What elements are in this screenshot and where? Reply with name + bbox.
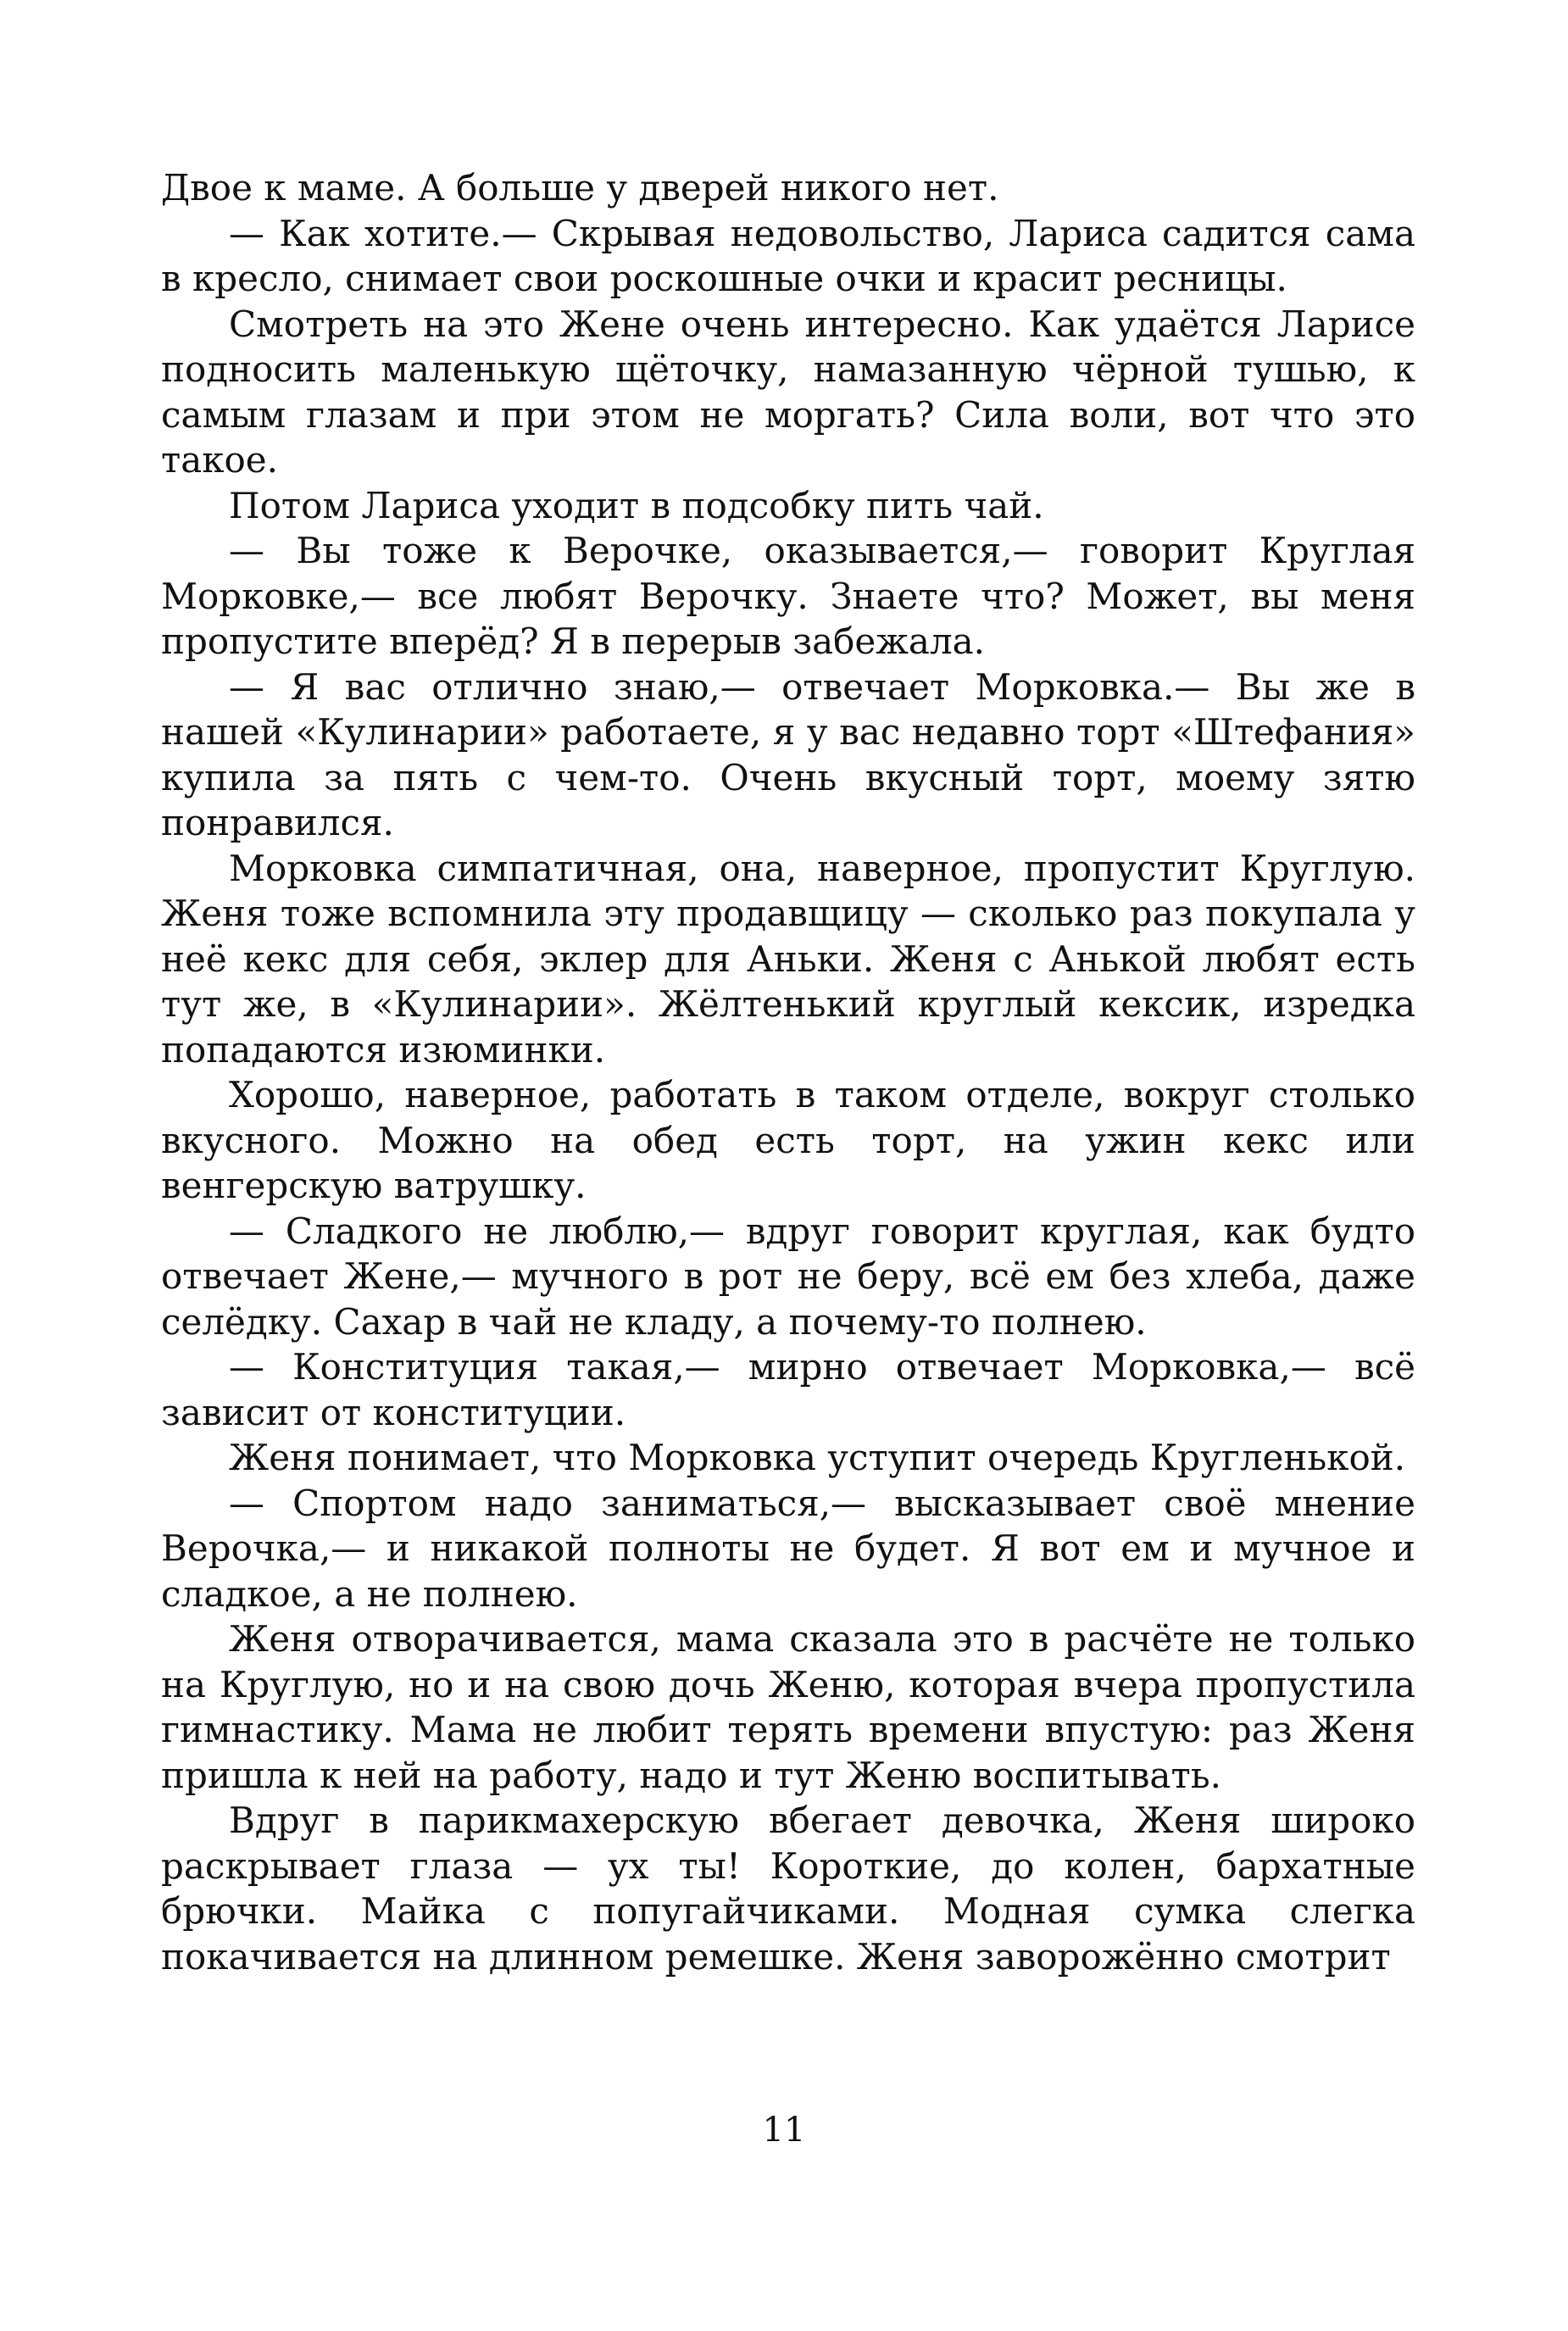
paragraph: Женя понимает, что Морковка уступит очередь Кругленькой.: [229, 1437, 1406, 1478]
paragraph: Двое к маме. А больше у дверей никого нет.: [161, 167, 999, 209]
paragraph: — Конституция такая,— мирно отвечает Морковка,— всё зависит от конституции.: [161, 1346, 1415, 1433]
paragraph: — Вы тоже к Верочке, оказывается,— говорит Круглая Морковке,— все любят Верочку. Знаете что? Может, вы меня пропустите вперёд? Я в перерыв забежала.: [161, 530, 1415, 662]
paragraph: — Я вас отлично знаю,— отвечает Морковка.— Вы же в нашей «Кулинарии» работаете, я у вас недавно торт «Штефания» купила за пять с чем-то. Очень вкусный торт, моему зятю понравился.: [161, 665, 1415, 843]
paragraph: Потом Лариса уходит в подсобку пить чай.: [229, 484, 1044, 526]
paragraph: — Сладкого не люблю,— вдруг говорит круглая, как будто отвечает Жене,— мучного в рот не беру, всё ем без хлеба, даже селёдку. Сахар в чай не кладу, а почему-то полнею.: [161, 1210, 1415, 1343]
paragraph: — Спортом надо заниматься,— высказывает своё мнение Верочка,— и никакой полноты не будет. Я вот ем и мучное и сладкое, а не полнею.: [161, 1482, 1415, 1615]
paragraph: Вдруг в парикмахерскую вбегает девочка, Женя широко раскрывает глаза — ух ты! Короткие, до колен, бархатные брючки. Майка с попугайчиками. Модная сумка слегка покачивается на длинном ремешке. Женя заворожённо смотрит: [161, 1800, 1415, 1978]
paragraph: Женя отворачивается, мама сказала это в расчёте не только на Круглую, но и на свою дочь Женю, которая вчера пропустила гимнастику. Мама не любит терять времени впустую: раз Женя пришла к ней на работу, надо и тут Женю воспитывать.: [161, 1618, 1415, 1796]
paragraph: Морковка симпатичная, она, наверное, пропустит Круглую. Женя тоже вспомнила эту продавщицу — сколько раз покупала у неё кекс для себя, эклер для Аньки. Женя с Анькой любят есть тут же, в «Кулинарии». Жёлтенький круглый кексик, изредка попадаются изюминки.: [161, 847, 1415, 1071]
page-body: [161, 165, 1415, 1979]
paragraph: Смотреть на это Жене очень интересно. Как удаётся Ларисе подносить маленькую щёточку, намазанную чёрной тушью, к самым глазам и при этом не моргать? Сила воли, вот что это такое.: [161, 303, 1415, 481]
paragraph: — Как хотите.— Скрывая недовольство, Лариса садится сама в кресло, снимает свои роскошные очки и красит ресницы.: [161, 212, 1415, 299]
paragraph: Хорошо, наверное, работать в таком отделе, вокруг столько вкусного. Можно на обед есть торт, на ужин кекс или венгерскую ватрушку.: [161, 1074, 1415, 1206]
page-number: 11: [762, 2111, 806, 2150]
